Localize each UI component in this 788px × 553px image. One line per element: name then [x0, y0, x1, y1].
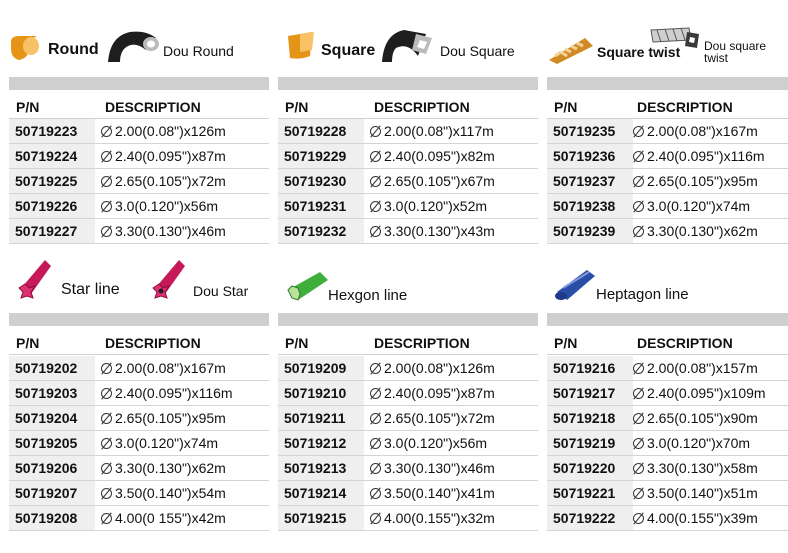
table-row — [278, 506, 538, 531]
table-row — [278, 119, 538, 144]
description-cell — [101, 169, 226, 193]
description-text: 2.40(0.095")x109m — [647, 385, 766, 401]
table-row — [547, 194, 788, 219]
diameter-icon — [370, 438, 381, 449]
description-cell — [633, 406, 758, 430]
table-row — [547, 406, 788, 431]
orange-square-line-icon — [286, 30, 318, 62]
diameter-icon — [633, 363, 644, 374]
column-pn: P/N — [16, 99, 40, 115]
table-row — [9, 356, 269, 381]
description-text: 2.65(0.105")x72m — [115, 173, 226, 189]
column-pn: P/N — [16, 335, 40, 351]
panel-square-twist — [547, 28, 788, 248]
description-cell — [101, 406, 226, 430]
diameter-icon — [370, 513, 381, 524]
diameter-icon — [633, 226, 644, 237]
diameter-icon — [101, 176, 112, 187]
description-text: 3.50(0.140")x51m — [647, 485, 758, 501]
description-cell — [633, 144, 765, 168]
description-cell — [101, 506, 226, 530]
diameter-icon — [370, 176, 381, 187]
table-row — [9, 456, 269, 481]
part-number: 50719221 — [547, 481, 633, 505]
description-text: 3.0(0.120")x56m — [384, 435, 488, 451]
description-text: 3.50(0.140")x41m — [384, 485, 495, 501]
diameter-icon — [370, 363, 381, 374]
description-text: 2.65(0.105")x90m — [647, 410, 758, 426]
part-number: 50719230 — [278, 169, 364, 193]
description-cell — [101, 119, 226, 143]
diameter-icon — [101, 513, 112, 524]
table-row — [9, 431, 269, 456]
description-cell — [370, 219, 495, 243]
description-text: 3.0(0.120")x52m — [384, 198, 488, 214]
magenta-star-line-icon — [17, 258, 53, 300]
description-text: 2.00(0.08")x126m — [384, 360, 495, 376]
column-description: DESCRIPTION — [374, 335, 470, 351]
part-number: 50719229 — [278, 144, 364, 168]
description-cell — [101, 456, 226, 480]
table-header — [9, 332, 269, 355]
diameter-icon — [370, 201, 381, 212]
magenta-dou-star-line-icon — [151, 258, 187, 300]
description-cell — [633, 194, 750, 218]
description-text: 4.00(0.155")x39m — [647, 510, 758, 526]
diameter-icon — [633, 438, 644, 449]
description-cell — [370, 169, 495, 193]
description-text: 3.0(0.120")x74m — [115, 435, 219, 451]
part-number: 50719210 — [278, 381, 364, 405]
header-bar — [278, 313, 538, 326]
part-number: 50719231 — [278, 194, 364, 218]
panel-title: Hexgon line — [328, 287, 408, 304]
diameter-icon — [370, 488, 381, 499]
diameter-icon — [633, 488, 644, 499]
part-number: 50719216 — [547, 356, 633, 380]
panel-subtitle: Dou Square — [440, 43, 515, 59]
description-cell — [101, 431, 218, 455]
description-cell — [370, 406, 495, 430]
panel-round — [9, 28, 269, 248]
description-text: 2.00(0.08")x157m — [647, 360, 758, 376]
diameter-icon — [101, 126, 112, 137]
description-text: 2.40(0.095")x116m — [647, 148, 765, 164]
diameter-icon — [633, 413, 644, 424]
table-row — [547, 381, 788, 406]
description-cell — [101, 144, 226, 168]
part-number: 50719208 — [9, 506, 95, 530]
part-number: 50719232 — [278, 219, 364, 243]
description-cell — [633, 506, 758, 530]
description-cell — [370, 119, 494, 143]
description-text: 2.40(0.095")x82m — [384, 148, 495, 164]
description-cell — [101, 381, 233, 405]
table-row — [547, 219, 788, 244]
description-text: 2.65(0.105")x67m — [384, 173, 495, 189]
part-number: 50719209 — [278, 356, 364, 380]
table-row — [278, 381, 538, 406]
table-row — [547, 169, 788, 194]
panel-title: Square twist — [597, 44, 681, 60]
table-row — [547, 506, 788, 531]
description-text: 3.0(0.120")x70m — [647, 435, 751, 451]
description-text: 2.65(0.105")x95m — [115, 410, 226, 426]
description-cell — [633, 456, 758, 480]
diameter-icon — [370, 126, 381, 137]
description-cell — [370, 356, 495, 380]
diameter-icon — [370, 226, 381, 237]
diameter-icon — [101, 488, 112, 499]
table-row — [278, 169, 538, 194]
table-row — [9, 144, 269, 169]
description-cell — [633, 356, 758, 380]
part-number: 50719228 — [278, 119, 364, 143]
diameter-icon — [633, 463, 644, 474]
part-number: 50719222 — [547, 506, 633, 530]
part-number: 50719219 — [547, 431, 633, 455]
description-text: 3.30(0.130")x46m — [384, 460, 495, 476]
part-number: 50719207 — [9, 481, 95, 505]
part-number: 50719223 — [9, 119, 95, 143]
header-bar — [547, 313, 788, 326]
diameter-icon — [633, 388, 644, 399]
part-number: 50719218 — [547, 406, 633, 430]
part-number: 50719239 — [547, 219, 633, 243]
description-cell — [633, 481, 758, 505]
table-row — [9, 506, 269, 531]
column-pn: P/N — [285, 99, 309, 115]
part-number: 50719227 — [9, 219, 95, 243]
part-number: 50719225 — [9, 169, 95, 193]
description-text: 3.0(0.120")x56m — [115, 198, 219, 214]
part-number: 50719205 — [9, 431, 95, 455]
diameter-icon — [101, 151, 112, 162]
part-number: 50719224 — [9, 144, 95, 168]
table-row — [9, 169, 269, 194]
column-description: DESCRIPTION — [105, 335, 201, 351]
panel-title: Round — [48, 41, 99, 58]
diameter-icon — [101, 463, 112, 474]
part-number: 50719226 — [9, 194, 95, 218]
table-row — [547, 481, 788, 506]
diameter-icon — [633, 151, 644, 162]
table-row — [9, 194, 269, 219]
column-description: DESCRIPTION — [637, 99, 733, 115]
table-row — [278, 144, 538, 169]
description-text: 3.30(0.130")x62m — [115, 460, 226, 476]
diameter-icon — [101, 363, 112, 374]
diameter-icon — [370, 413, 381, 424]
part-number: 50719206 — [9, 456, 95, 480]
description-text: 2.65(0.105")x95m — [647, 173, 758, 189]
table-header — [278, 96, 538, 119]
diameter-icon — [101, 413, 112, 424]
diameter-icon — [101, 438, 112, 449]
description-cell — [370, 144, 495, 168]
part-number: 50719217 — [547, 381, 633, 405]
description-cell — [633, 381, 766, 405]
orange-round-line-icon — [9, 34, 41, 64]
table-row — [9, 119, 269, 144]
column-pn: P/N — [554, 99, 578, 115]
part-number: 50719237 — [547, 169, 633, 193]
description-text: 2.00(0.08")x167m — [115, 360, 226, 376]
silver-dou-square-twist-line-icon — [649, 26, 703, 52]
diameter-icon — [370, 151, 381, 162]
description-cell — [101, 481, 226, 505]
table-row — [547, 119, 788, 144]
table-row — [9, 406, 269, 431]
panel-title: Heptagon line — [596, 286, 689, 303]
description-text: 2.40(0.095")x87m — [384, 385, 495, 401]
diameter-icon — [633, 176, 644, 187]
black-dou-round-line-icon — [106, 28, 166, 64]
description-cell — [633, 431, 750, 455]
description-text: 3.30(0.130")x43m — [384, 223, 495, 239]
blue-heptagon-line-icon — [553, 268, 597, 302]
diameter-icon — [101, 201, 112, 212]
description-cell — [370, 456, 495, 480]
description-cell — [370, 194, 487, 218]
table-row — [278, 356, 538, 381]
column-pn: P/N — [285, 335, 309, 351]
table-row — [9, 481, 269, 506]
panel-title: Star line — [61, 281, 120, 298]
description-cell — [370, 481, 495, 505]
table-row — [278, 219, 538, 244]
column-description: DESCRIPTION — [105, 99, 201, 115]
description-text: 4.00(0 155")x42m — [115, 510, 226, 526]
part-number: 50719202 — [9, 356, 95, 380]
part-number: 50719215 — [278, 506, 364, 530]
table-row — [9, 219, 269, 244]
header-bar — [9, 313, 269, 326]
description-text: 3.50(0.140")x54m — [115, 485, 226, 501]
description-cell — [370, 381, 495, 405]
part-number: 50719211 — [278, 406, 364, 430]
description-cell — [633, 219, 758, 243]
table-header — [547, 96, 788, 119]
column-description: DESCRIPTION — [637, 335, 733, 351]
panel-subtitle: Dou Star — [193, 283, 249, 299]
diameter-icon — [101, 226, 112, 237]
diameter-icon — [370, 463, 381, 474]
diameter-icon — [370, 388, 381, 399]
description-text: 3.30(0.130")x62m — [647, 223, 758, 239]
table-row — [278, 481, 538, 506]
table-header — [278, 332, 538, 355]
description-text: 2.40(0.095")x116m — [115, 385, 233, 401]
panel-heptagon — [547, 258, 788, 553]
header-bar — [547, 77, 788, 90]
panel-square — [278, 28, 538, 248]
table-row — [278, 456, 538, 481]
part-number: 50719204 — [9, 406, 95, 430]
panel-subtitle: Dou Round — [163, 43, 234, 59]
table-header — [9, 96, 269, 119]
table-row — [278, 406, 538, 431]
description-cell — [370, 506, 495, 530]
description-cell — [370, 431, 487, 455]
description-text: 3.30(0.130")x58m — [647, 460, 758, 476]
description-text: 2.40(0.095")x87m — [115, 148, 226, 164]
description-cell — [101, 194, 218, 218]
part-number: 50719238 — [547, 194, 633, 218]
part-number: 50719203 — [9, 381, 95, 405]
description-cell — [633, 169, 758, 193]
description-text: 2.00(0.08")x167m — [647, 123, 758, 139]
table-row — [278, 431, 538, 456]
panel-hexagon — [278, 258, 538, 553]
table-row — [278, 194, 538, 219]
description-cell — [101, 219, 226, 243]
panel-title: Square — [321, 42, 376, 59]
description-text: 3.30(0.130")x46m — [115, 223, 226, 239]
part-number: 50719213 — [278, 456, 364, 480]
table-row — [547, 144, 788, 169]
table-row — [547, 431, 788, 456]
description-cell — [101, 356, 226, 380]
orange-square-twist-line-icon — [547, 34, 595, 64]
black-dou-square-line-icon — [380, 28, 436, 64]
panel-star — [9, 258, 269, 553]
header-bar — [9, 77, 269, 90]
part-number: 50719235 — [547, 119, 633, 143]
description-text: 3.0(0.120")x74m — [647, 198, 751, 214]
diameter-icon — [633, 126, 644, 137]
header-bar — [278, 77, 538, 90]
part-number: 50719212 — [278, 431, 364, 455]
table-row — [9, 381, 269, 406]
table-row — [547, 456, 788, 481]
diameter-icon — [101, 388, 112, 399]
description-text: 2.65(0.105")x72m — [384, 410, 495, 426]
panel-subtitle: Dou square twist — [704, 39, 767, 65]
table-header — [547, 332, 788, 355]
part-number: 50719236 — [547, 144, 633, 168]
part-number: 50719214 — [278, 481, 364, 505]
green-hexagon-line-icon — [286, 270, 330, 302]
description-text: 2.00(0.08")x117m — [384, 123, 494, 139]
column-description: DESCRIPTION — [374, 99, 470, 115]
description-cell — [633, 119, 758, 143]
description-text: 2.00(0.08")x126m — [115, 123, 226, 139]
diameter-icon — [633, 513, 644, 524]
description-text: 4.00(0.155")x32m — [384, 510, 495, 526]
column-pn: P/N — [554, 335, 578, 351]
table-row — [547, 356, 788, 381]
diameter-icon — [633, 201, 644, 212]
part-number: 50719220 — [547, 456, 633, 480]
